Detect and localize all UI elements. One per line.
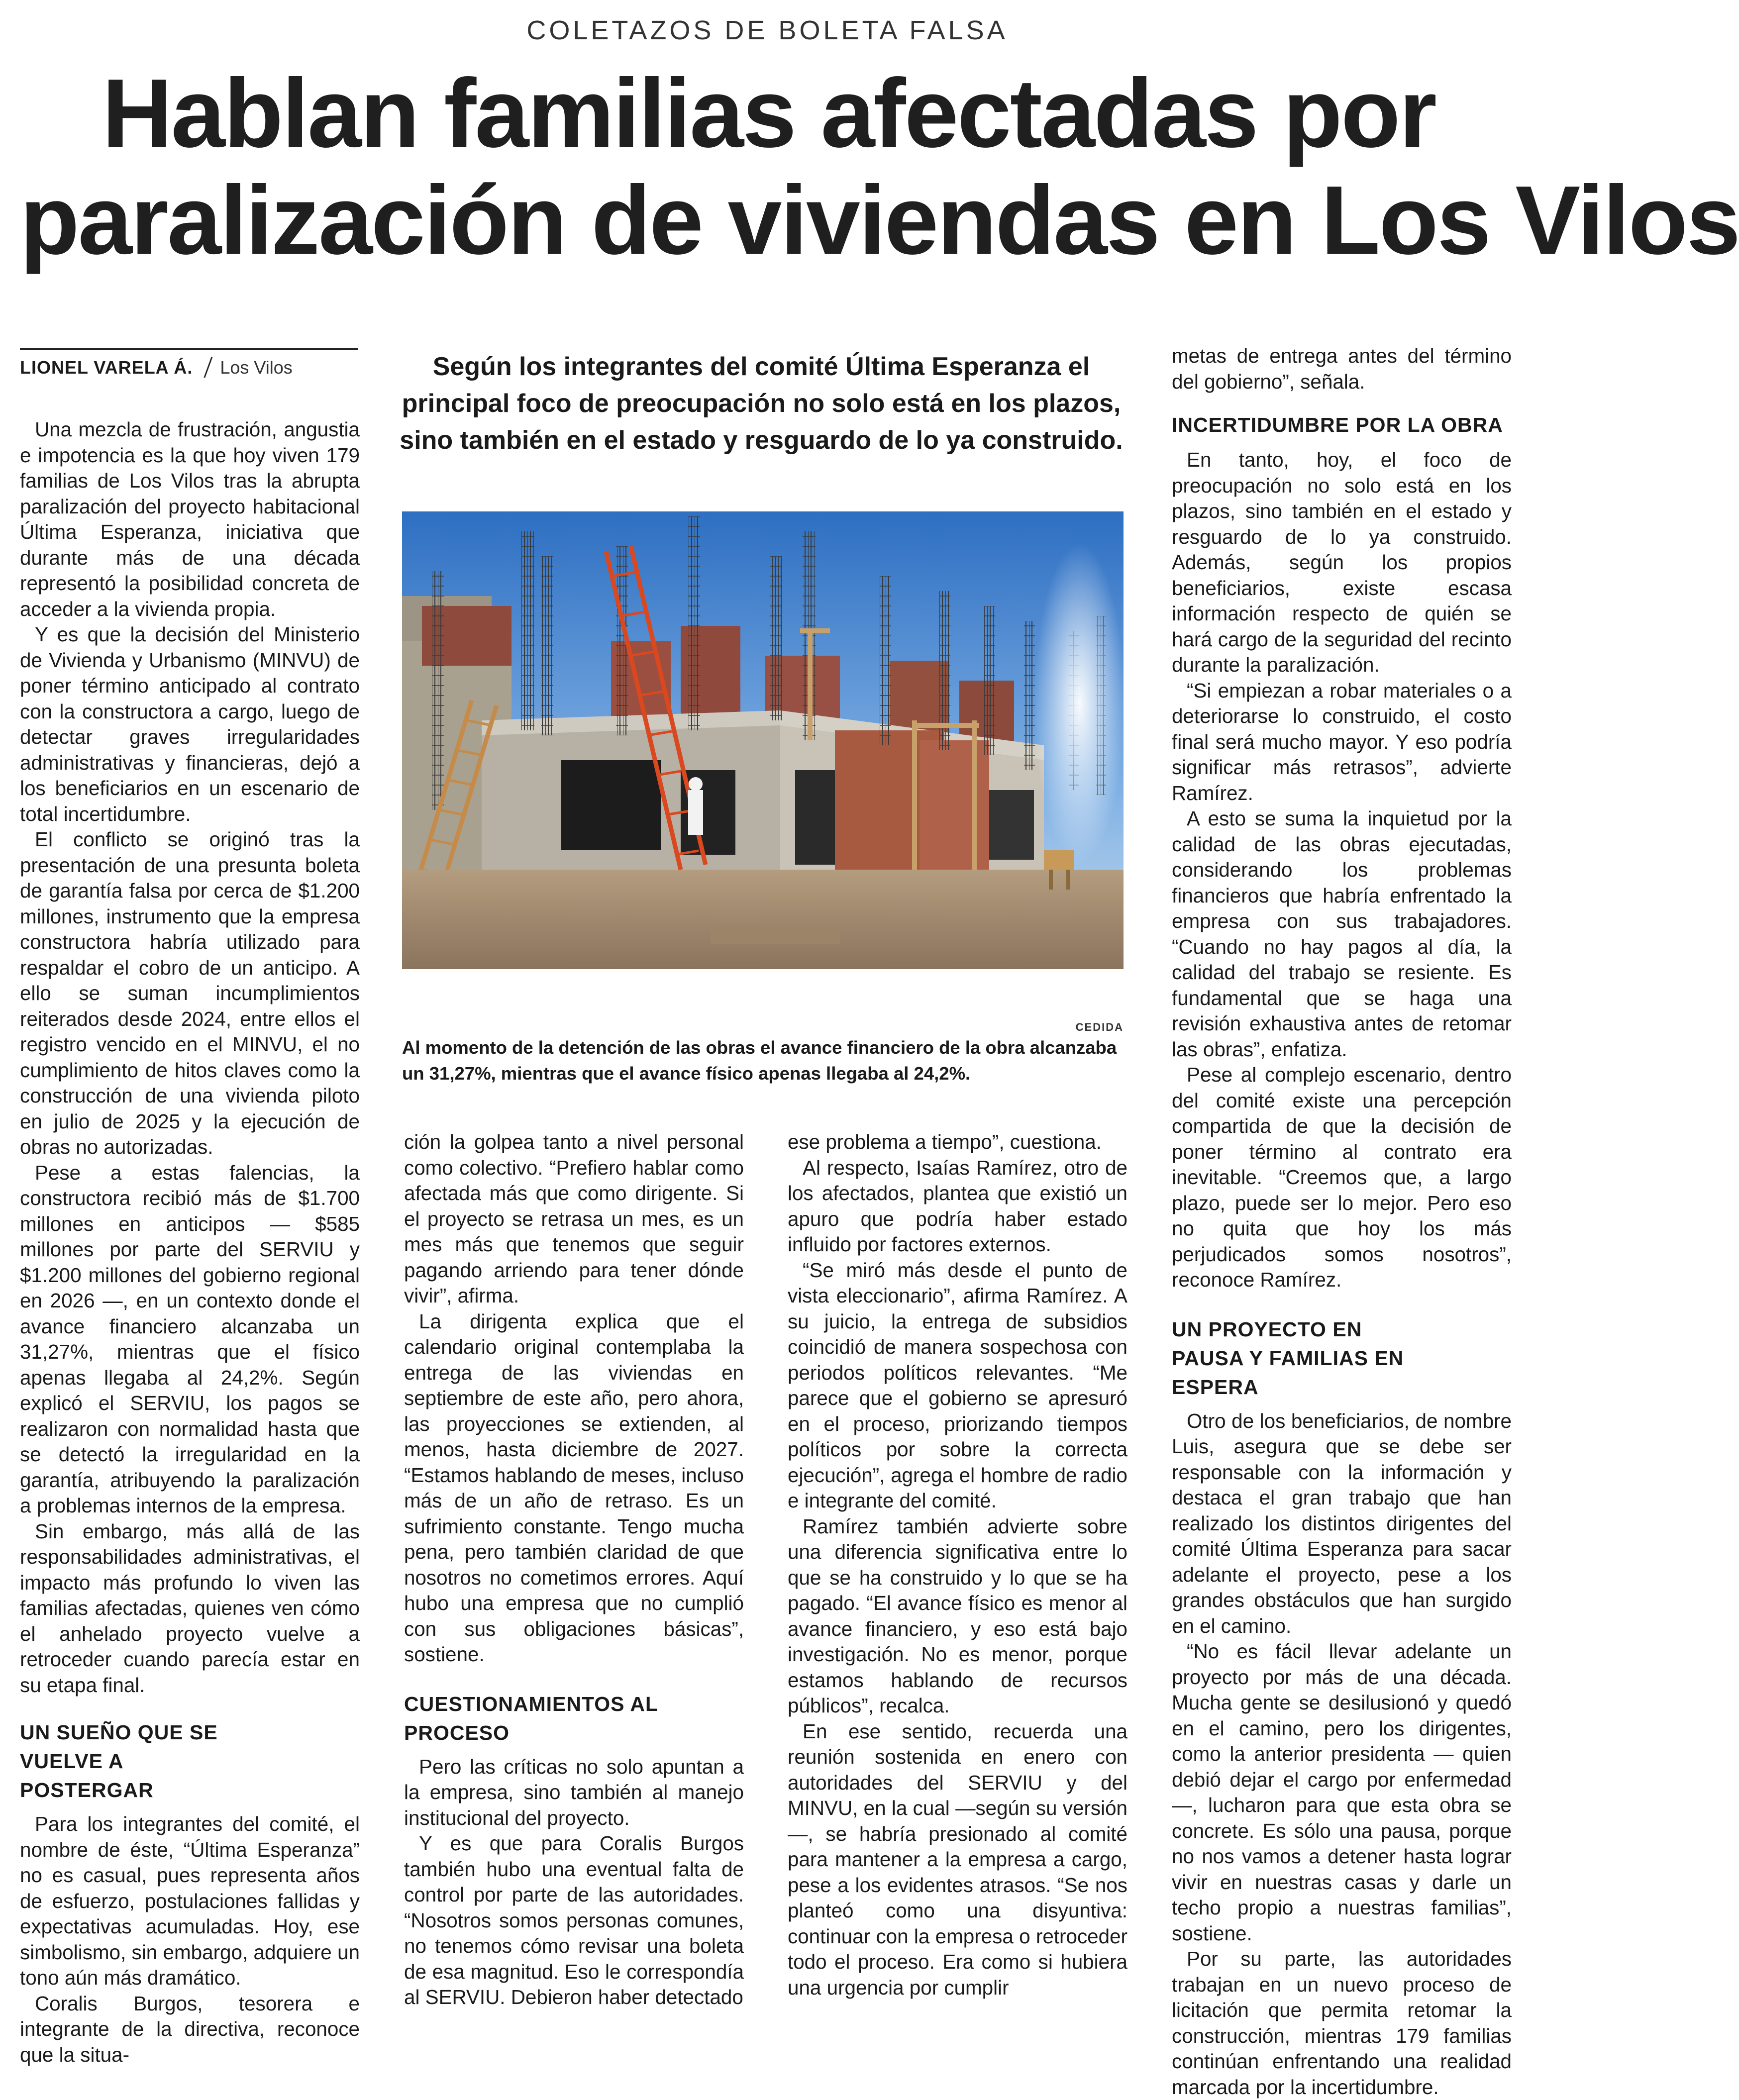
paragraph: ese problema a tiempo”, cuestiona. (788, 1130, 1102, 1153)
paragraph: Coralis Burgos, tesorera e integrante de la directiva, reconoce que la situa- (20, 1992, 360, 2066)
section-kicker: COLETAZOS DE BOLETA FALSA (526, 15, 1008, 45)
paragraph: “Se miró más desde el punto de vista eleccionario”, afirma Ramírez. A su juicio, la entrega de subsidios coincidió de manera sospechosa con periodos políticos relevantes. “Me parece que el gobierno se apresuró en el proceso, priorizando tiempos políticos por sobre la correcta ejecución”, agrega el hombre de radio e integrante del comité. (788, 1258, 1127, 1512)
photo-credit: CEDIDA (1075, 1021, 1124, 1033)
paragraph: Sin embargo, más allá de las responsabilidades administrativas, el impacto más profundo lo viven las familias afectadas, quienes ven cómo el anhelado proyecto vuelve a retroceder cuando parecía estar en su etapa final. (20, 1519, 360, 1697)
paragraph: Otro de los beneficiarios, de nombre Luis, asegura que se debe ser responsable con la información y destaca el gran trabajo que han realizado los distintos dirigentes del comité Última Esperanza para sacar adelante el proyecto, pese a los grandes obstáculos que han surgido en el camino. (1172, 1409, 1512, 1637)
paragraph: Y es que la decisión del Ministerio de Vivienda y Urbanismo (MINVU) de poner término anticipado al contrato con la constructora a cargo, luego de detectar graves irregularidades administrativas y financieras, dejó a los beneficiarios en un escenario de total incertidumbre. (20, 623, 360, 825)
article-column-3 (788, 1129, 1127, 2000)
byline-location: Los Vilos (220, 357, 293, 378)
article-column-4 (1172, 343, 1512, 2100)
byline-separator (204, 357, 213, 378)
paragraph: Y es que para Coralis Burgos también hubo una eventual falta de control por parte de las autoridades. “Nosotros somos personas comunes, no tenemos cómo revisar una boleta de esa magnitud. Eso le correspondía al SERVIU. Debieron haber detectado (404, 1832, 744, 2008)
headline (20, 59, 1739, 275)
subheading-proyecto-en-pausa: UN PROYECTO EN PAUSA Y FAMILIAS EN ESPERA (1172, 1317, 1404, 1399)
headline-line-2: paralización de viviendas en Los Vilos (20, 166, 1739, 275)
paragraph: Pero las críticas no solo apuntan a la empresa, sino también al manejo institucional del proyecto. (404, 1755, 744, 1829)
paragraph: metas de entrega antes del término del gobierno”, señala. (1172, 344, 1512, 393)
byline (20, 348, 358, 379)
paragraph: “Si empiezan a robar materiales o a deteriorarse lo construido, el costo final será mucho mayor. Y eso podría significar más retrasos”, advierte Ramírez. (1172, 679, 1512, 804)
paragraph: Al respecto, Isaías Ramírez, otro de los afectados, plantea que existió un apuro que podría haber estado influido por factores externos. (788, 1156, 1127, 1256)
construction-site-illustration (402, 511, 1124, 969)
paragraph: Ramírez también advierte sobre una diferencia significativa entre lo que se ha construido y lo que se ha pagado. “El avance físico es menor al avance financiero, y eso está bajo investigación. No es menor, porque estamos hablando de recursos públicos”, recalca. (788, 1514, 1127, 1717)
paragraph: El conflicto se originó tras la presentación de una presunta boleta de garantía falsa por cerca de $1.200 millones, instrumento que la empresa constructora habría utilizado para respaldar el cobro de un anticipo. A ello se suman incumplimientos reiterados desde 2024, entre ellos el registro vencido en el MINVU, el no cumplimiento de hitos claves como la construcción de una vivienda piloto en julio de 2025 y la ejecución de obras no autorizadas. (20, 828, 360, 1158)
paragraph: “No es fácil llevar adelante un proyecto por más de una década. Mucha gente se desilusionó y quedó en el camino, pero los dirigentes, como la anterior presidenta — quien debió dejar el cargo por enfermedad —, lucharon para que esta obra se concrete. Es sólo una pausa, porque no nos vamos a detener hasta lograr vivir en nuestras casas y darle un techo propio a nuestras familias”, sostiene. (1172, 1640, 1512, 1945)
paragraph: Pese a estas falencias, la constructora recibió más de $1.700 millones en anticipos — $585 millones por parte del SERVIU y $1.200 millones del gobierno regional en 2026 —, en un contexto donde el avance financiero alcanzaba un 31,27%, mientras que el físico apenas llegaba al 24,2%. Según explicó el SERVIU, los pagos se realizaron con normalidad hasta que se detectó la irregularidad en la garantía, atribuyendo la paralización a problemas internos de la empresa. (20, 1161, 360, 1517)
article-deck: Según los integrantes del comité Última Esperanza el principal foco de preocupación no solo está en los plazos, sino también en el estado y resguardo de lo ya construido. (400, 352, 1123, 455)
paragraph: La dirigenta explica que el calendario original contemplaba la entrega de las viviendas en septiembre de este año, pero ahora, las proyecciones se extienden, al menos, hasta diciembre de 2027. “Estamos hablando de meses, incluso más de un año de retraso. Es un sufrimiento constante. Tengo mucha pena, pero también claridad de que nosotros no cometimos errores. Aquí hubo una empresa que no cumplió con sus obligaciones básicas”, sostiene. (404, 1309, 744, 1666)
subheading-cuestionamientos: CUESTIONAMIENTOS AL PROCESO (404, 1692, 658, 1744)
paragraph: Por su parte, las autoridades trabajan en un nuevo proceso de licitación que permita retomar la construcción, mientras 179 familias continúan enfrentando una realidad marcada por la incertidumbre. (1172, 1947, 1512, 2099)
paragraph: En ese sentido, recuerda una reunión sostenida en enero con autoridades del SERVIU y del MINVU, en la cual —según su versión—, se habría presionado al comité para mantener a la empresa a cargo, pese a los evidentes atrasos. “Se nos planteó como una disyuntiva: continuar con la empresa o retroceder todo el proceso. Era como si hubiera una urgencia por cumplir (788, 1719, 1127, 1999)
paragraph: En tanto, hoy, el foco de preocupación no solo está en los plazos, sino también en el estado y resguardo de lo ya construido. Además, según los propios beneficiarios, existe escasa información respecto de quién se hará cargo de la seguridad del recinto durante la paralización. (1172, 448, 1512, 676)
subheading-incertidumbre: INCERTIDUMBRE POR LA OBRA (1172, 413, 1503, 436)
subheading-un-sueno: UN SUEÑO QUE SE VUELVE A POSTERGAR (20, 1721, 218, 1801)
paragraph: Una mezcla de frustración, angustia e impotencia es la que hoy viven 179 familias de Los Vilos tras la abrupta paralización del proyecto habitacional Última Esperanza, iniciativa que durante más de una década representó la posibilidad concreta de acceder a la vivienda propia. (20, 418, 360, 620)
paragraph: Para los integrantes del comité, el nombre de éste, “Última Esperanza” no es casual, pues representa años de esfuerzo, postulaciones fallidas y expectativas acumuladas. Hoy, ese simbolismo, sin embargo, adquiere un tono aún más dramático. (20, 1812, 360, 1989)
paragraph: A esto se suma la inquietud por la calidad de las obras ejecutadas, considerando los problemas financieros que habría enfrentado la empresa con sus trabajadores. “Cuando no hay pagos al día, la calidad del trabajo se resiente. Es fundamental que se haga una revisión exhaustiva antes de retomar las obras”, enfatiza. (1172, 807, 1512, 1061)
article-column-1 (20, 417, 360, 2068)
article-column-2 (404, 1129, 744, 2010)
photo-caption: Al momento de la detención de las obras el avance financiero de la obra alcanzaba un 31,27%, mientras que el avance físico apenas llegaba al 24,2%. (402, 1037, 1117, 1084)
paragraph: Pese al complejo escenario, dentro del comité existe una percepción compartida de que la decisión de poner término al contrato era inevitable. “Creemos que, a largo plazo, puede ser lo mejor. Pero eso no quita que hoy los más perjudicados somos nosotros”, reconoce Ramírez. (1172, 1063, 1512, 1291)
construction-photo (402, 511, 1124, 969)
byline-author: LIONEL VARELA Á. (20, 357, 193, 378)
headline-line-1: Hablan familias afectadas por (102, 59, 1435, 168)
paragraph: ción la golpea tanto a nivel personal como colectivo. “Prefiero hablar como afectada más que como dirigente. Si el proyecto se retrasa un mes, es un mes más que tenemos que seguir pagando arriendo para tener dónde vivir”, afirma. (404, 1130, 744, 1307)
